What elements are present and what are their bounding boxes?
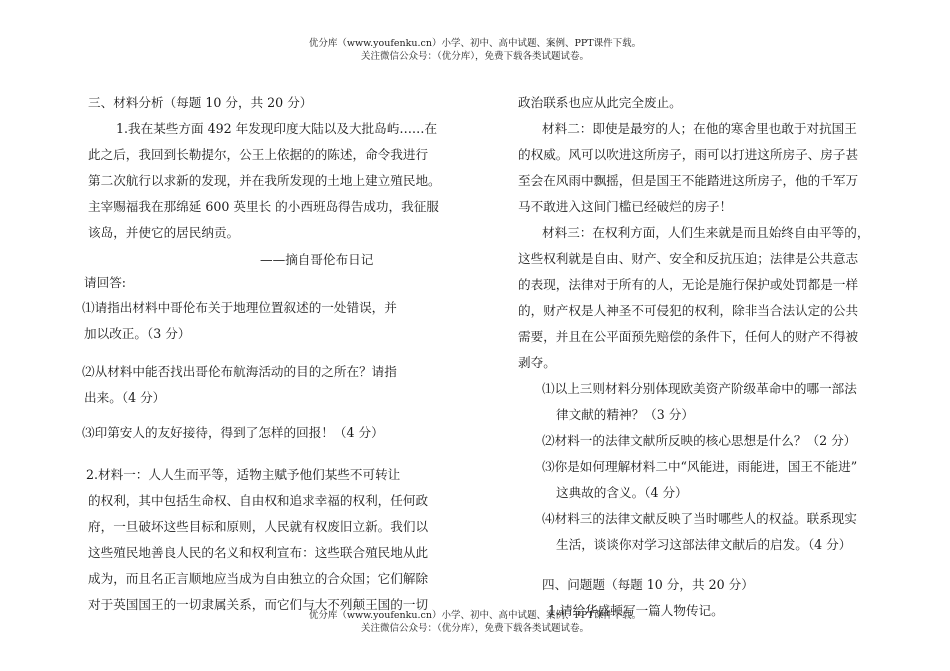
q1-text-line: 此之后，我回到长勒提尔，公王上依据的的陈述，命令我进行 bbox=[88, 147, 429, 162]
q1-text-line: 该岛，并使它的居民纳贡。 bbox=[88, 225, 240, 240]
q1-sub3: ⑶印第安人的友好接待，得到了怎样的回报！（4 分） bbox=[82, 425, 384, 440]
section-4-title: 四、问题题（每题 10 分，共 20 分） bbox=[542, 577, 754, 592]
page-footer bbox=[0, 609, 950, 635]
section-3-title: 三、材料分析（每题 10 分，共 20 分） bbox=[88, 95, 313, 110]
question-3-line: ⑶你是如何理解材料二中“风能进，雨能进，国王不能进” bbox=[542, 459, 858, 474]
q1-sub1-line: ⑴请指出材料中哥伦布关于地理位置叙述的一处错误，并 bbox=[82, 300, 397, 315]
question-1-line: ⑴以上三则材料分别体现欧美资产阶级革命中的哪一部法 bbox=[542, 381, 857, 396]
q1-sub2-line: 出来。（4 分） bbox=[84, 390, 166, 405]
material-2-line: 至会在风雨中飘摇，但是国王不能踏进这所房子，他的千军万 bbox=[518, 173, 859, 188]
q1-source: ——摘自哥伦布日记 bbox=[260, 252, 374, 267]
material-3-line: 材料三：在权利方面，人们生来就是而且始终自由平等的， bbox=[542, 225, 870, 240]
q1-text-line: 1.我在某些方面 492 年发现印度大陆以及大批岛屿……在 bbox=[116, 121, 438, 136]
material-3-line: 这些权利就是自由、财产、安全和反抗压迫；法律是公共意志 bbox=[518, 251, 859, 266]
question-1-line: 律文献的精神？（3 分） bbox=[556, 407, 694, 422]
q1-sub1-line: 加以改正。（3 分） bbox=[84, 326, 191, 341]
section-4-q1: 1.请给华盛顿写一篇人物传记。 bbox=[548, 603, 724, 618]
q1-text-line: 主宰赐福我在那绵延 600 英里长 的小西班岛得告成功，我征服 bbox=[88, 199, 439, 214]
material-3-line: 的表现，法律对于所有的人，无论是施行保护或处罚都是一样 bbox=[518, 277, 859, 292]
q2-text-line: 这些殖民地善良人民的名义和权利宣布：这些联合殖民地从此 bbox=[88, 545, 429, 560]
footer-line-1: 优分库（www.youfenku.cn）小学、初中、高中试题、案例、PPT课件下载。 bbox=[308, 610, 642, 621]
continuation-line: 政治联系也应从此完全废止。 bbox=[518, 95, 682, 110]
header-line-1: 优分库（www.youfenku.cn）小学、初中、高中试题、案例、PPT课件下载。 bbox=[308, 38, 642, 49]
material-3-line: 需要，并且在公平面预先赔偿的条件下，任何人的财产不得被 bbox=[518, 329, 859, 344]
material-2-line: 马不敢进入这间门槛已经破烂的房子！ bbox=[518, 199, 733, 214]
footer-line-2: 关注微信公众号：（优分库），免费下载各类试题试卷。 bbox=[360, 623, 589, 634]
question-4-line: 生活，谈谈你对学习这部法律文献后的启发。（4 分） bbox=[556, 537, 852, 552]
question-4-line: ⑷材料三的法律文献反映了当时哪些人的权益。联系现实 bbox=[542, 511, 857, 526]
q2-text-line: 的权利，其中包括生命权、自由权和追求幸福的权利，任何政 bbox=[88, 493, 429, 508]
question-2: ⑵材料一的法律文献所反映的核心思想是什么？（2 分） bbox=[542, 433, 857, 448]
q1-sub2-line: ⑵从材料中能否找出哥伦布航海活动的目的之所在？请指 bbox=[82, 364, 397, 379]
material-2-line: 材料二：即使是最穷的人；在他的寒舍里也敢于对抗国王 bbox=[542, 121, 857, 136]
q2-text-line: 2.材料一：人人生而平等，适物主赋予他们某些不可转让 bbox=[86, 467, 401, 482]
q2-text-line: 对于英国国王的一切隶属关系，而它们与大不列颠王国的一切 bbox=[88, 597, 429, 612]
q1-text-line: 第二次航行以求新的发现，并在我所发现的土地上建立殖民地。 bbox=[88, 173, 441, 188]
material-2-line: 的权威。风可以吹进这所房子，雨可以打进这所房子、房子甚 bbox=[518, 147, 859, 162]
q2-text-line: 成为，而且名正言顺地应当成为自由独立的合众国；它们解除 bbox=[88, 571, 429, 586]
header-line-2: 关注微信公众号：（优分库），免费下载各类试题试卷。 bbox=[360, 51, 589, 62]
page-header bbox=[0, 37, 950, 63]
material-3-line: 剥夺。 bbox=[518, 355, 556, 370]
answer-prompt: 请回答: bbox=[84, 275, 127, 290]
material-3-line: 的，财产权是人神圣不可侵犯的权利，除非当合法认定的公共 bbox=[518, 303, 859, 318]
question-3-line: 这典故的含义。（4 分） bbox=[556, 485, 688, 500]
q2-text-line: 府，一旦破坏这些目标和原则，人民就有权废旧立新。我们以 bbox=[88, 519, 429, 534]
